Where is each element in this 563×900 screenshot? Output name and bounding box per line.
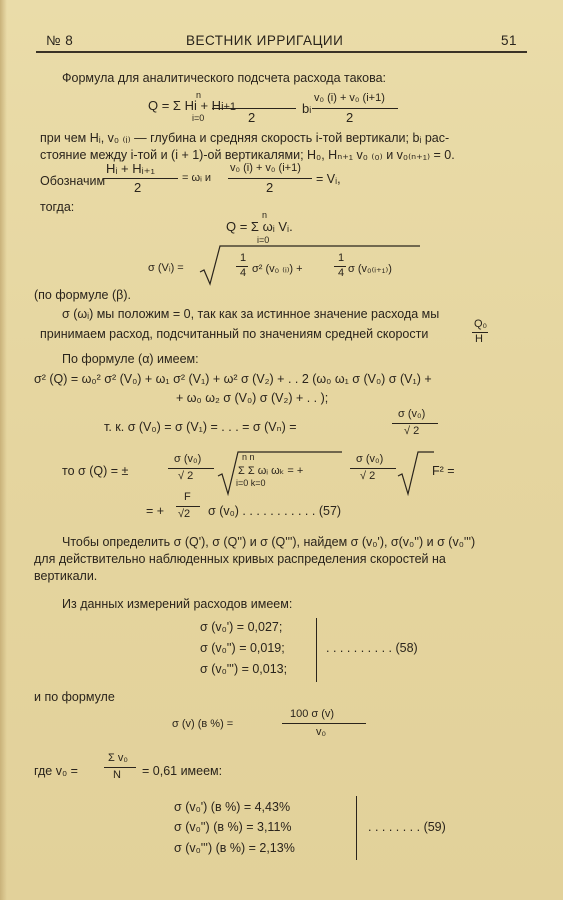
running-header — [36, 33, 527, 51]
text-line: и по формуле — [34, 690, 115, 704]
formula-numerator: σ (v₀) — [398, 408, 426, 420]
fraction-bar — [312, 108, 398, 109]
text-line: Обозначим — [40, 174, 106, 188]
value-line: σ (v₀'') (в %) = 3,11% — [174, 820, 292, 834]
formula-line: σ² (Q) = ω₀² σ² (V₀) + ω₁ σ² (V₁) + ω² σ (V₂) + . . 2 (ω₀ ω₁ σ (V₀) σ (V₁) + — [34, 372, 432, 386]
header-rule — [36, 51, 527, 53]
formula-b: bi — [302, 101, 312, 116]
value-line: σ (v₀') = 0,027; — [200, 620, 283, 634]
value-line: σ (v₀') (в %) = 4,43% — [174, 800, 291, 814]
formula-denominator: √ 2 — [360, 470, 376, 482]
formula-text: = ωᵢ и — [182, 172, 211, 184]
equation-number: . . . . . . . . . . (58) — [326, 641, 418, 655]
fraction-bar — [350, 468, 396, 469]
formula-denominator: N — [113, 769, 121, 781]
formula-denominator: 2 — [346, 110, 354, 125]
brace — [316, 618, 317, 682]
formula-denominator: 4 — [338, 267, 345, 279]
text-line: вертикали. — [34, 569, 98, 583]
value-line: σ (v₀''') (в %) = 2,13% — [174, 841, 295, 855]
formula-denominator: H — [475, 333, 483, 345]
formula-numerator: 100 σ (v) — [290, 708, 335, 720]
formula-denominator: 2 — [248, 110, 256, 125]
formula-numerator: Hᵢ + Hᵢ₊₁ — [106, 161, 155, 176]
formula-text: σ (v₀₍ᵢ₊₁₎) — [348, 263, 392, 275]
formula-denominator: v₀ — [316, 726, 327, 738]
formula-denominator: 2 — [134, 180, 142, 195]
formula-numerator: σ (v₀) — [356, 453, 384, 465]
formula-denominator: √ 2 — [178, 470, 194, 482]
formula-q-sum: Q = Σ ωᵢ Vᵢ. — [226, 219, 293, 234]
formula-text: F² = — [432, 464, 455, 478]
sum-lower: i=0 k=0 — [236, 478, 266, 488]
fraction-bar — [168, 468, 214, 469]
fraction-bar — [176, 506, 200, 507]
formula-numerator: 1 — [338, 252, 345, 264]
formula-text: = 0,61 имеем: — [142, 764, 223, 778]
text-line: Формула для аналитического подсчета расхода такова: — [62, 71, 387, 85]
formula-denominator: 4 — [240, 267, 247, 279]
formula-text: σ (Vᵢ) = — [148, 262, 184, 274]
radical-sign — [396, 448, 436, 498]
text-line: тогда: — [40, 200, 75, 214]
text-line: при чем Hᵢ, v₀ ₍ᵢ₎ — глубина и средняя скорость i-той вертикали; bᵢ рас- — [40, 131, 450, 145]
fraction-bar — [104, 767, 136, 768]
fraction-bar — [392, 423, 438, 424]
formula-numerator: F — [184, 491, 191, 503]
sum-upper: n — [262, 210, 268, 220]
equation-number: . . . . . . . . (59) — [368, 820, 446, 834]
fraction-bar — [212, 108, 296, 109]
formula-text: σ (v₀) . . . . . . . . . . . (57) — [208, 504, 342, 518]
text-line: стояние между i-той и (i + 1)-ой вертикалями; H₀, Hₙ₊₁ v₀ ₍₀₎ и v₀₍ₙ₊₁₎ = 0. — [40, 148, 455, 162]
sum-lower: i=0 — [192, 113, 205, 123]
formula-line: т. к. σ (V₀) = σ (V₁) = . . . = σ (Vₙ) = — [104, 420, 297, 434]
brace — [356, 796, 357, 860]
text-line: По формуле (α) имеем: — [62, 352, 199, 366]
sum-upper: n — [196, 90, 202, 100]
formula-denominator: √2 — [178, 508, 191, 520]
formula-text: Σ Σ ωᵢ ωₖ = + — [238, 465, 304, 477]
sum-lower: i=0 — [257, 235, 270, 245]
formula-text: σ² (v₀ ₍ᵢ₎) + — [252, 263, 303, 275]
formula-denominator: √ 2 — [404, 425, 420, 437]
issue-number: № 8 — [46, 33, 74, 48]
text-line: (по формуле (β). — [34, 288, 131, 302]
text-line: для действительно наблюденных кривых распределения скоростей на — [34, 552, 446, 566]
fraction-bar — [104, 178, 178, 179]
formula-text: = + — [146, 504, 165, 518]
value-line: σ (v₀''') = 0,013; — [200, 662, 288, 676]
fraction-bar — [282, 723, 366, 724]
page-number: 51 — [500, 33, 517, 48]
formula-text: σ (v) (в %) = — [172, 718, 234, 730]
formula-numerator: 1 — [240, 252, 247, 264]
formula-text: = Vᵢ, — [316, 172, 341, 186]
formula-numerator: Σ v₀ — [108, 752, 128, 764]
formula-denominator: 2 — [266, 180, 274, 195]
text-line: Из данных измерений расходов имеем: — [62, 597, 293, 611]
formula-line: + ω₀ ω₂ σ (V₀) σ (V₂) + . . ); — [176, 391, 329, 405]
formula-numerator: Q₀ — [474, 318, 488, 330]
fraction-bar — [228, 178, 312, 179]
formula-numerator: v₀ (i) + v₀ (i+1) — [314, 92, 385, 104]
formula-q: Q = Σ Hi + Hi+1 — [148, 98, 237, 113]
sum-upper: n n — [242, 452, 255, 462]
formula-text: где v₀ = — [34, 764, 78, 778]
text-line: σ (ωᵢ) мы положим = 0, так как за истинное значение расхода мы — [62, 307, 440, 321]
value-line: σ (v₀'') = 0,019; — [200, 641, 285, 655]
text-line: принимаем расход, подсчитанный по значениям средней скорости — [40, 327, 429, 341]
formula-numerator: σ (v₀) — [174, 453, 202, 465]
text-line: Чтобы определить σ (Q'), σ (Q'') и σ (Q'''), найдем σ (v₀'), σ(v₀'') и σ (v₀''') — [62, 535, 476, 549]
formula-numerator: v₀ (i) + v₀ (i+1) — [230, 162, 301, 174]
formula-line: то σ (Q) = ± — [62, 464, 129, 478]
journal-title: ВЕСТНИК ИРРИГАЦИИ — [186, 33, 344, 48]
